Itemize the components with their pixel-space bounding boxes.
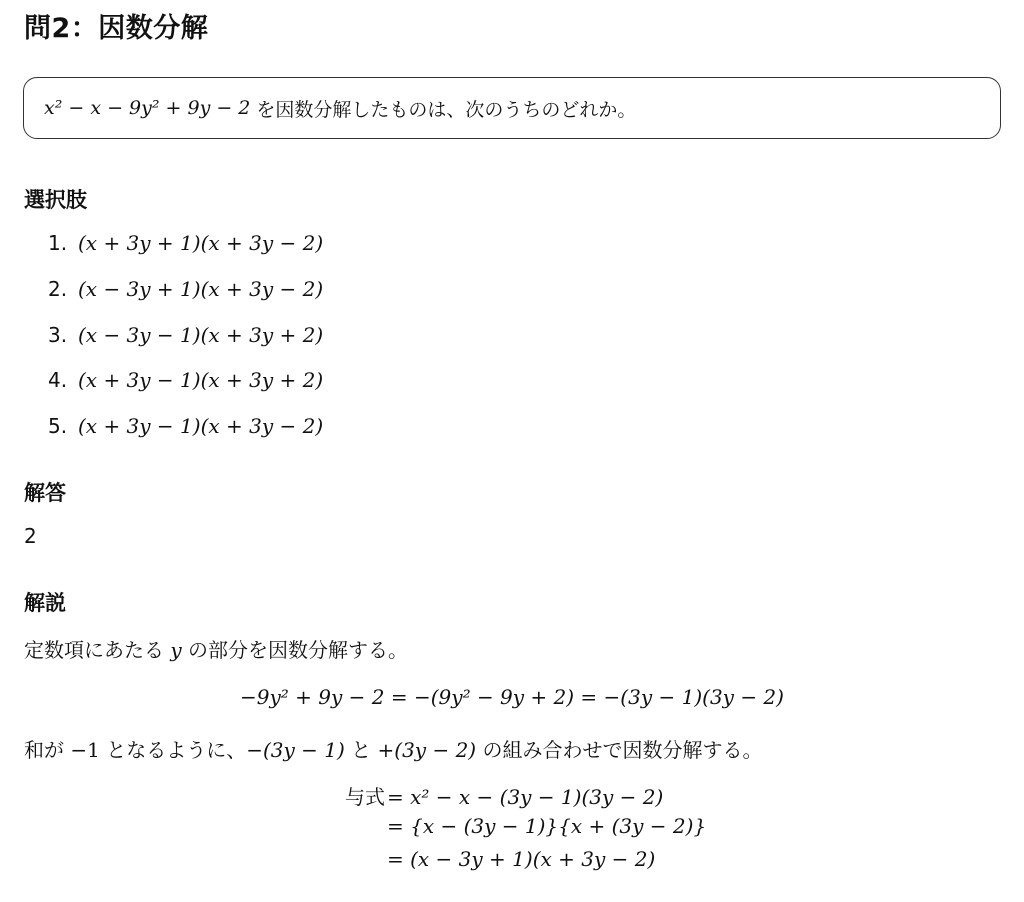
choice-1 [48,231,323,255]
answer-heading: 解答 [24,481,66,505]
equation-rhs: = (x − 3y + 1)(x + 3y − 2) [387,847,656,871]
answer-value: 2 [24,524,37,548]
explanation-math: +(3y − 2) [377,738,477,762]
equation-step [338,814,706,847]
choice-2 [48,277,323,301]
explanation-math: −(3y − 1) [246,738,345,762]
choice-number: 5. [48,414,68,438]
choice-3 [48,323,323,347]
equation-rhs: = x² − x − (3y − 1)(3y − 2) [387,785,664,809]
explanation-text: となるように、 [106,738,247,762]
explanation-text: の部分を因数分解する。 [188,638,409,662]
question-expression: x² − x − 9y² + 9y − 2 [44,97,251,119]
question-text: を因数分解したものは、次のうちのどれか。 [256,98,637,121]
explanation-text: と [351,738,372,762]
choice-number: 3. [48,323,68,347]
choice-5 [48,414,323,438]
choice-number: 1. [48,231,68,255]
choice-expression: (x + 3y − 1)(x + 3y + 2) [78,368,324,392]
choice-number: 4. [48,368,68,392]
aligned-equations [338,781,706,880]
choice-expression: (x + 3y − 1)(x + 3y − 2) [78,414,324,438]
page-title: 問2：因数分解 [24,13,209,44]
explanation-text: の組み合わせで因数分解する。 [482,738,763,762]
equation-step [338,847,706,880]
equation-step [338,781,706,814]
choice-expression: (x − 3y + 1)(x + 3y − 2) [78,277,324,301]
choice-expression: (x + 3y + 1)(x + 3y − 2) [78,231,324,255]
question-box [23,77,1001,139]
equation-lhs: 与式 [345,785,385,809]
explanation-math: −1 [70,738,100,762]
choice-expression: (x − 3y − 1)(x + 3y + 2) [78,323,324,347]
choice-4 [48,368,323,392]
explanation-var: y [170,638,182,662]
explanation-text: 和が [24,738,64,762]
explanation-line-1 [24,634,408,663]
choices-heading: 選択肢 [24,188,87,212]
choice-number: 2. [48,277,68,301]
explanation-text: 定数項にあたる [24,638,164,662]
explanation-heading: 解説 [24,591,66,615]
explanation-display-equation: −9y² + 9y − 2 = −(9y² − 9y + 2) = −(3y − 1)(3y − 2) [240,685,784,709]
equation-rhs: = {x − (3y − 1)}{x + (3y − 2)} [387,814,707,838]
explanation-line-2 [24,734,762,763]
